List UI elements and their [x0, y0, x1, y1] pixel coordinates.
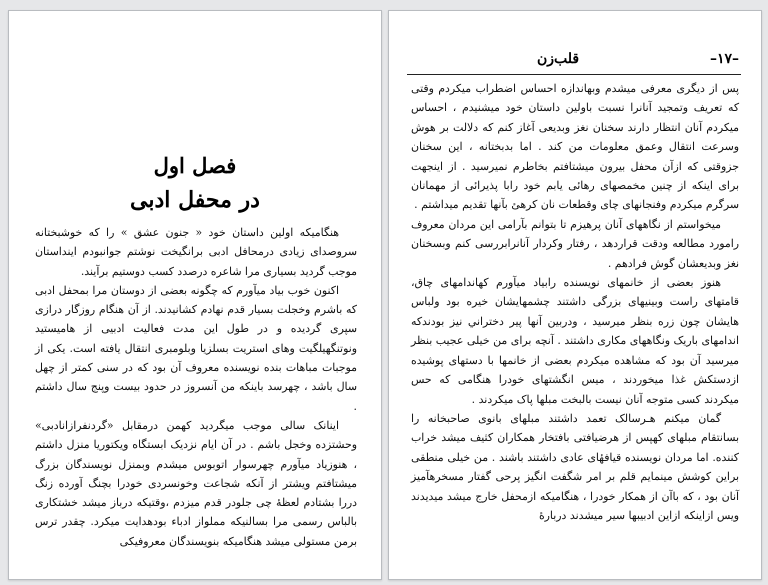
chapter-heading: فصل اول: [153, 153, 237, 178]
running-header-title: قلب‌زن: [537, 51, 580, 67]
left-page: [8, 10, 382, 580]
right-page: [388, 10, 762, 580]
paragraph: اکنون خوب بیاد میآورم که چگونه بعضی از دوستان مرا بمحفل ادبی که باشرم وخجلت بسیار قدم نهادم کشانیدند. از آن هنگام روزگار درازی سپری گردیده و در طول این مدت فعالیت ادبیی از هامیستید ونوتنگهیلگیت وهای استریت بسلزیا وبلومبری انتقال یافته است. یکی از موجبات مباهات بنده نویسنده معروف آن بود که در سنی کمتر از چهل سال باشد ، چهرسد باینکه من آنسروز در حدود بیست وپنج سال داشتم .: [35, 283, 357, 413]
chapter-subtitle: در محفل ادبی: [130, 187, 260, 213]
paragraph: هنوز بعضی از خانمهای نویسنده رابیاد میآورم کهاندامهای چاق، قامتهای راست وبینیهای بزرگی داشتند چشمهایشان خیره بود ولباس هایشان چون زره بنظر میرسید ، ودربین آنها پیر دختراني نیز بودندکه اندامهای باریک ونگاههای مکاری داشتند . آنچه برای من خیلی عجیب بنظر میرسید آن بود که مشاهده میکردم بعضی از خانمها با دستهای پوشیده ازدستکش غذا میخوردند ، میس انگشتهای خودرا هنگامی که حس میکردند کسی متوجه آنان نیست بالبخت مبلها پاک میکردند .: [411, 276, 739, 406]
running-header: [409, 51, 739, 71]
paragraph: اینانک سالی موجب میگردید کهمن درمقابل «گردنفرازانادبی» وحشتزده وخجل باشم . در آن ایام نزدیک ابستگاه ویکتوریا منزل داشتم ، هنوزیاد میآورم چهرسوار اتوبوس میشدم وبمنزل نویسندگان بزرگ میشتافتم ویشتر از آنکه شجاعت وخونسردی خودرا بچنگ آورده زنگ دررا بشتادم لعظهٔ چی جلودر قدم میزدم ،وقتیکه درباز میشد خشتکاری بالباس رسمی مرا بسالنیکه مملواز ادباء بودهدایت میکرد. چقدر ترس برمن مستولی میشد هنگامیکه بنویسندگان معروفیکی: [35, 418, 357, 548]
right-page-body: [411, 79, 739, 525]
paragraph: میخواستم از نگاههای آنان پرهیزم تا بتوانم بآرامی این مردان معروف رامورد مطالعه ودقت قراردهد ، رفتار وکردار آنانرابررسی کنم وبسخنان نغز وبدیعشان گوش فرادهم .: [411, 217, 739, 270]
paragraph: هنگامیکه اولین داستان خود « جنون عشق » را که خوشبختانه سروصدای زیادی درمحافل ادبی برانگیخت نوشتم جوانبودم اینداستان موجب گردید بسیاری مرا شاعره درصدد کسب دوستیم برآیند.: [35, 226, 357, 278]
page-number: –۱۷–: [709, 51, 739, 67]
header-rule: [407, 74, 741, 75]
paragraph: گمان میکنم هـرسالک تعمد داشتند مبلهای بانوی صاحبخانه را بسانتقام مبلهای کهپس از هرضیافتی بافتخار همکاران کثیف میشد خراب کننده. اما مردان نویسنده قیافهٔای عادی داشتند باشند . من خیلی منطقی براین کوشش مینمایم قلم بر امر شگفت انگیز پرحی گفتار مسخرهآمیز آنان بود ، که باآن از همکار خودرا ، هنگامیکه ازمحفل خارج میشد میدیدند ویس ازاینکه ازاین ادبیبها سیر میشدند دربارهٔ: [411, 411, 739, 522]
paragraph: پس از دیگری معرفی میشدم وبهاندازه احساس اضطراب میکردم وقتی که تعریف وتمجید آنانرا نسبت باولین داستان خود میشنیدم ، احساس میکردم آنان انتظار دارند سخنان نغز وبدیعی آغاز کنم که دلالت بر هوش وسرعت انتقال وعمق معلومات من کند . اما بدبختانه ، این سخنان جزوقتی که ازآن محفل بیرون میشتافتم بخاطرم نمیرسید . از اینجهت برای اینکه از چنین مخمصهای رهائی یابم خود رابا پذیرائی از مهمانان سرگرم میکردم وفنجانهای چای وقطعات نان کرهئ بآنها تقدیم میداشتم .: [411, 82, 739, 212]
left-page-body: [35, 223, 357, 551]
